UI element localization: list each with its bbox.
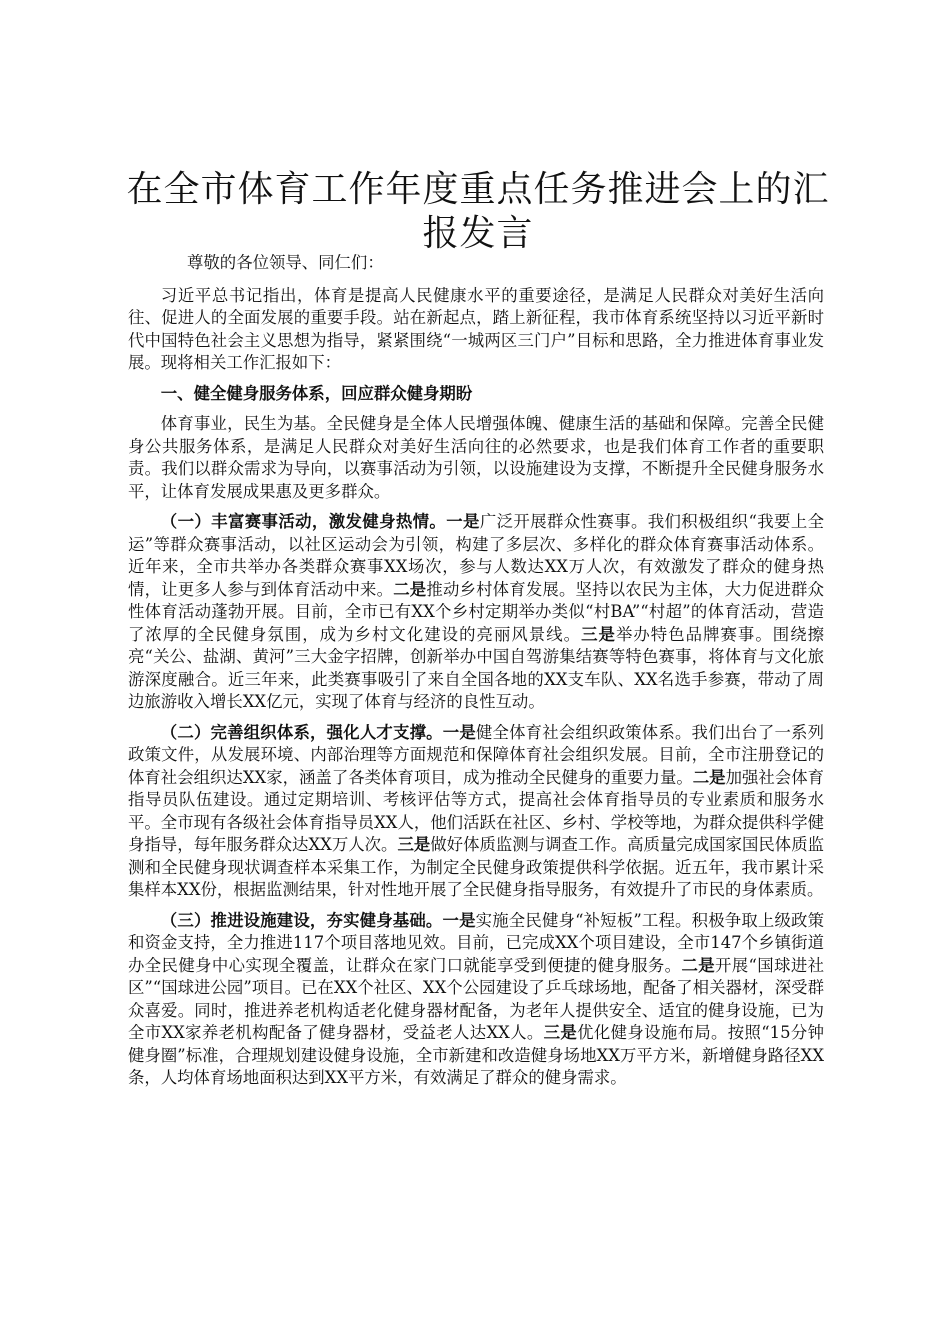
subsection-2-text-3: 做好体质监测与调查工作。高质量完成国家国民体质监测和全民健身现状调查样本采集工作，为制定全民健身政策提供科学依据。近五年，我市累计采集样本XX份，根据监测结果，针对性地开展了全民健身指导服务，有效提升了市民的身体素质。 [128, 835, 824, 899]
section-1-heading: 一、健全健身服务体系，回应群众健身期盼 [160, 383, 473, 403]
subsection-1-marker-3: 三是 [581, 624, 616, 644]
document-title: 在全市体育工作年度重点任务推进会上的汇报发言 [126, 169, 830, 254]
subsection-3-paragraph [128, 910, 824, 1090]
subsection-1-marker-1: 一是 [446, 512, 480, 531]
subsection-1-text-3: 举办特色品牌赛事。围绕擦亮“关公、盐湖、黄河”三大金字招牌，创新举办中国自驾游集结赛等特色赛事，将体育与文化旅游深度融合。近三年来，此类赛事吸引了来自全国各地的XX支车队、XX名选手参赛，带动了周边旅游收入增长XX亿元，实现了体育与经济的良性互动。 [128, 624, 825, 711]
subsection-1-text-1: 广泛开展群众性赛事。我们积极组织“我要上全运”等群众赛事活动，以社区运动会为引领，构建了多层次、多样化的群众体育赛事活动体系。近年来，全市共举办各类群众赛事XX场次，参与人数达XX万人次，有效激发了群众的健身热情，让更多人参与到体育活动中来。 [128, 512, 825, 599]
subsection-2-heading: （二）完善组织体系，强化人才支撑。 [160, 722, 443, 742]
subsection-1-text-2: 推动乡村体育发展。坚持以农民为主体，大力促进群众性体育活动蓬勃开展。目前，全市已有XX个乡村定期举办类似“村BA”“村超”的体育活动，营造了浓厚的全民健身氛围，成为乡村文化建设的亮丽风景线。 [128, 579, 825, 644]
subsection-2-marker-2: 二是 [692, 767, 726, 787]
subsection-2-text-1: 健全体育社会组织政策体系。我们出台了一系列政策文件，从发展环境、内部治理等方面规范和保障体育社会组织发展。目前，全市注册登记的体育社会组织达XX家，涵盖了各类体育项目，成为推动全民健身的重要力量。 [128, 722, 825, 787]
subsection-3-text-2: 开展“国球进社区”“国球进公园”项目。已在XX个社区、XX个公园建设了乒乓球场地，配备了相关器材，深受群众喜爱。同时，推进养老机构适老化健身器材配备，为老年人提供安全、适宜的健身设施，已为全市XX家养老机构配备了健身器材，受益老人达XX人。 [128, 955, 825, 1042]
document-body [128, 252, 824, 1090]
subsection-2-marker-1: 一是 [442, 722, 476, 742]
subsection-2-paragraph [128, 722, 824, 902]
subsection-3-text-3: 优化健身设施布局。按照“15分钟健身圈”标准，合理规划建设健身设施，全市新建和改造健身场地XX万平方米，新增健身路径XX条，人均体育场地面积达到XX平方米，有效满足了群众的健身需求。 [128, 1023, 824, 1087]
subsection-2-marker-3: 三是 [397, 835, 431, 854]
subsection-3-marker-1: 一是 [442, 910, 476, 930]
intro-paragraph: 习近平总书记指出，体育是提高人民健康水平的重要途径，是满足人民群众对美好生活向往、促进人的全面发展的重要手段。站在新起点，踏上新征程，我市体育系统坚持以习近平新时代中国特色社会主义思想为指导，紧紧围绕“一城两区三门户”目标和思路，全力推进体育事业发展。现将相关工作汇报如下： [128, 285, 824, 372]
subsection-2-text-2: 加强社会体育指导员队伍建设。通过定期培训、考核评估等方式，提高社会体育指导员的专业素质和服务水平。全市现有各级社会体育指导员XX人，他们活跃在社区、乡村、学校等地，为群众提供科学健身指导，每年服务群众达XX万人次。 [128, 767, 824, 854]
subsection-3-heading: （三）推进设施建设，夯实健身基础。 [160, 910, 443, 930]
subsection-3-text-1: 实施全民健身“补短板”工程。积极争取上级政策和资金支持，全力推进117个项目落地见效。目前，已完成XX个项目建设，全市147个乡镇街道办全民健身中心实现全覆盖，让群众在家门口就能享受到便捷的健身服务。 [128, 910, 825, 975]
subsection-3-marker-2: 二是 [681, 955, 715, 975]
salutation: 尊敬的各位领导、同仁们： [187, 253, 384, 272]
subsection-1-heading: （一）丰富赛事活动，激发健身热情。 [160, 512, 447, 531]
section-1-overview: 体育事业，民生为基。全民健身是全体人民增强体魄、健康生活的基础和保障。完善全民健身公共服务体系，是满足人民群众对美好生活向往的必然要求，也是我们体育工作者的重要职责。我们以群众需求为导向，以赛事活动为引领，以设施建设为支撑，不断提升全民健身服务水平，让体育发展成果惠及更多群众。 [128, 414, 824, 501]
subsection-3-marker-3: 三是 [543, 1023, 578, 1042]
subsection-1-marker-2: 二是 [393, 579, 427, 599]
subsection-1-paragraph [128, 511, 824, 714]
